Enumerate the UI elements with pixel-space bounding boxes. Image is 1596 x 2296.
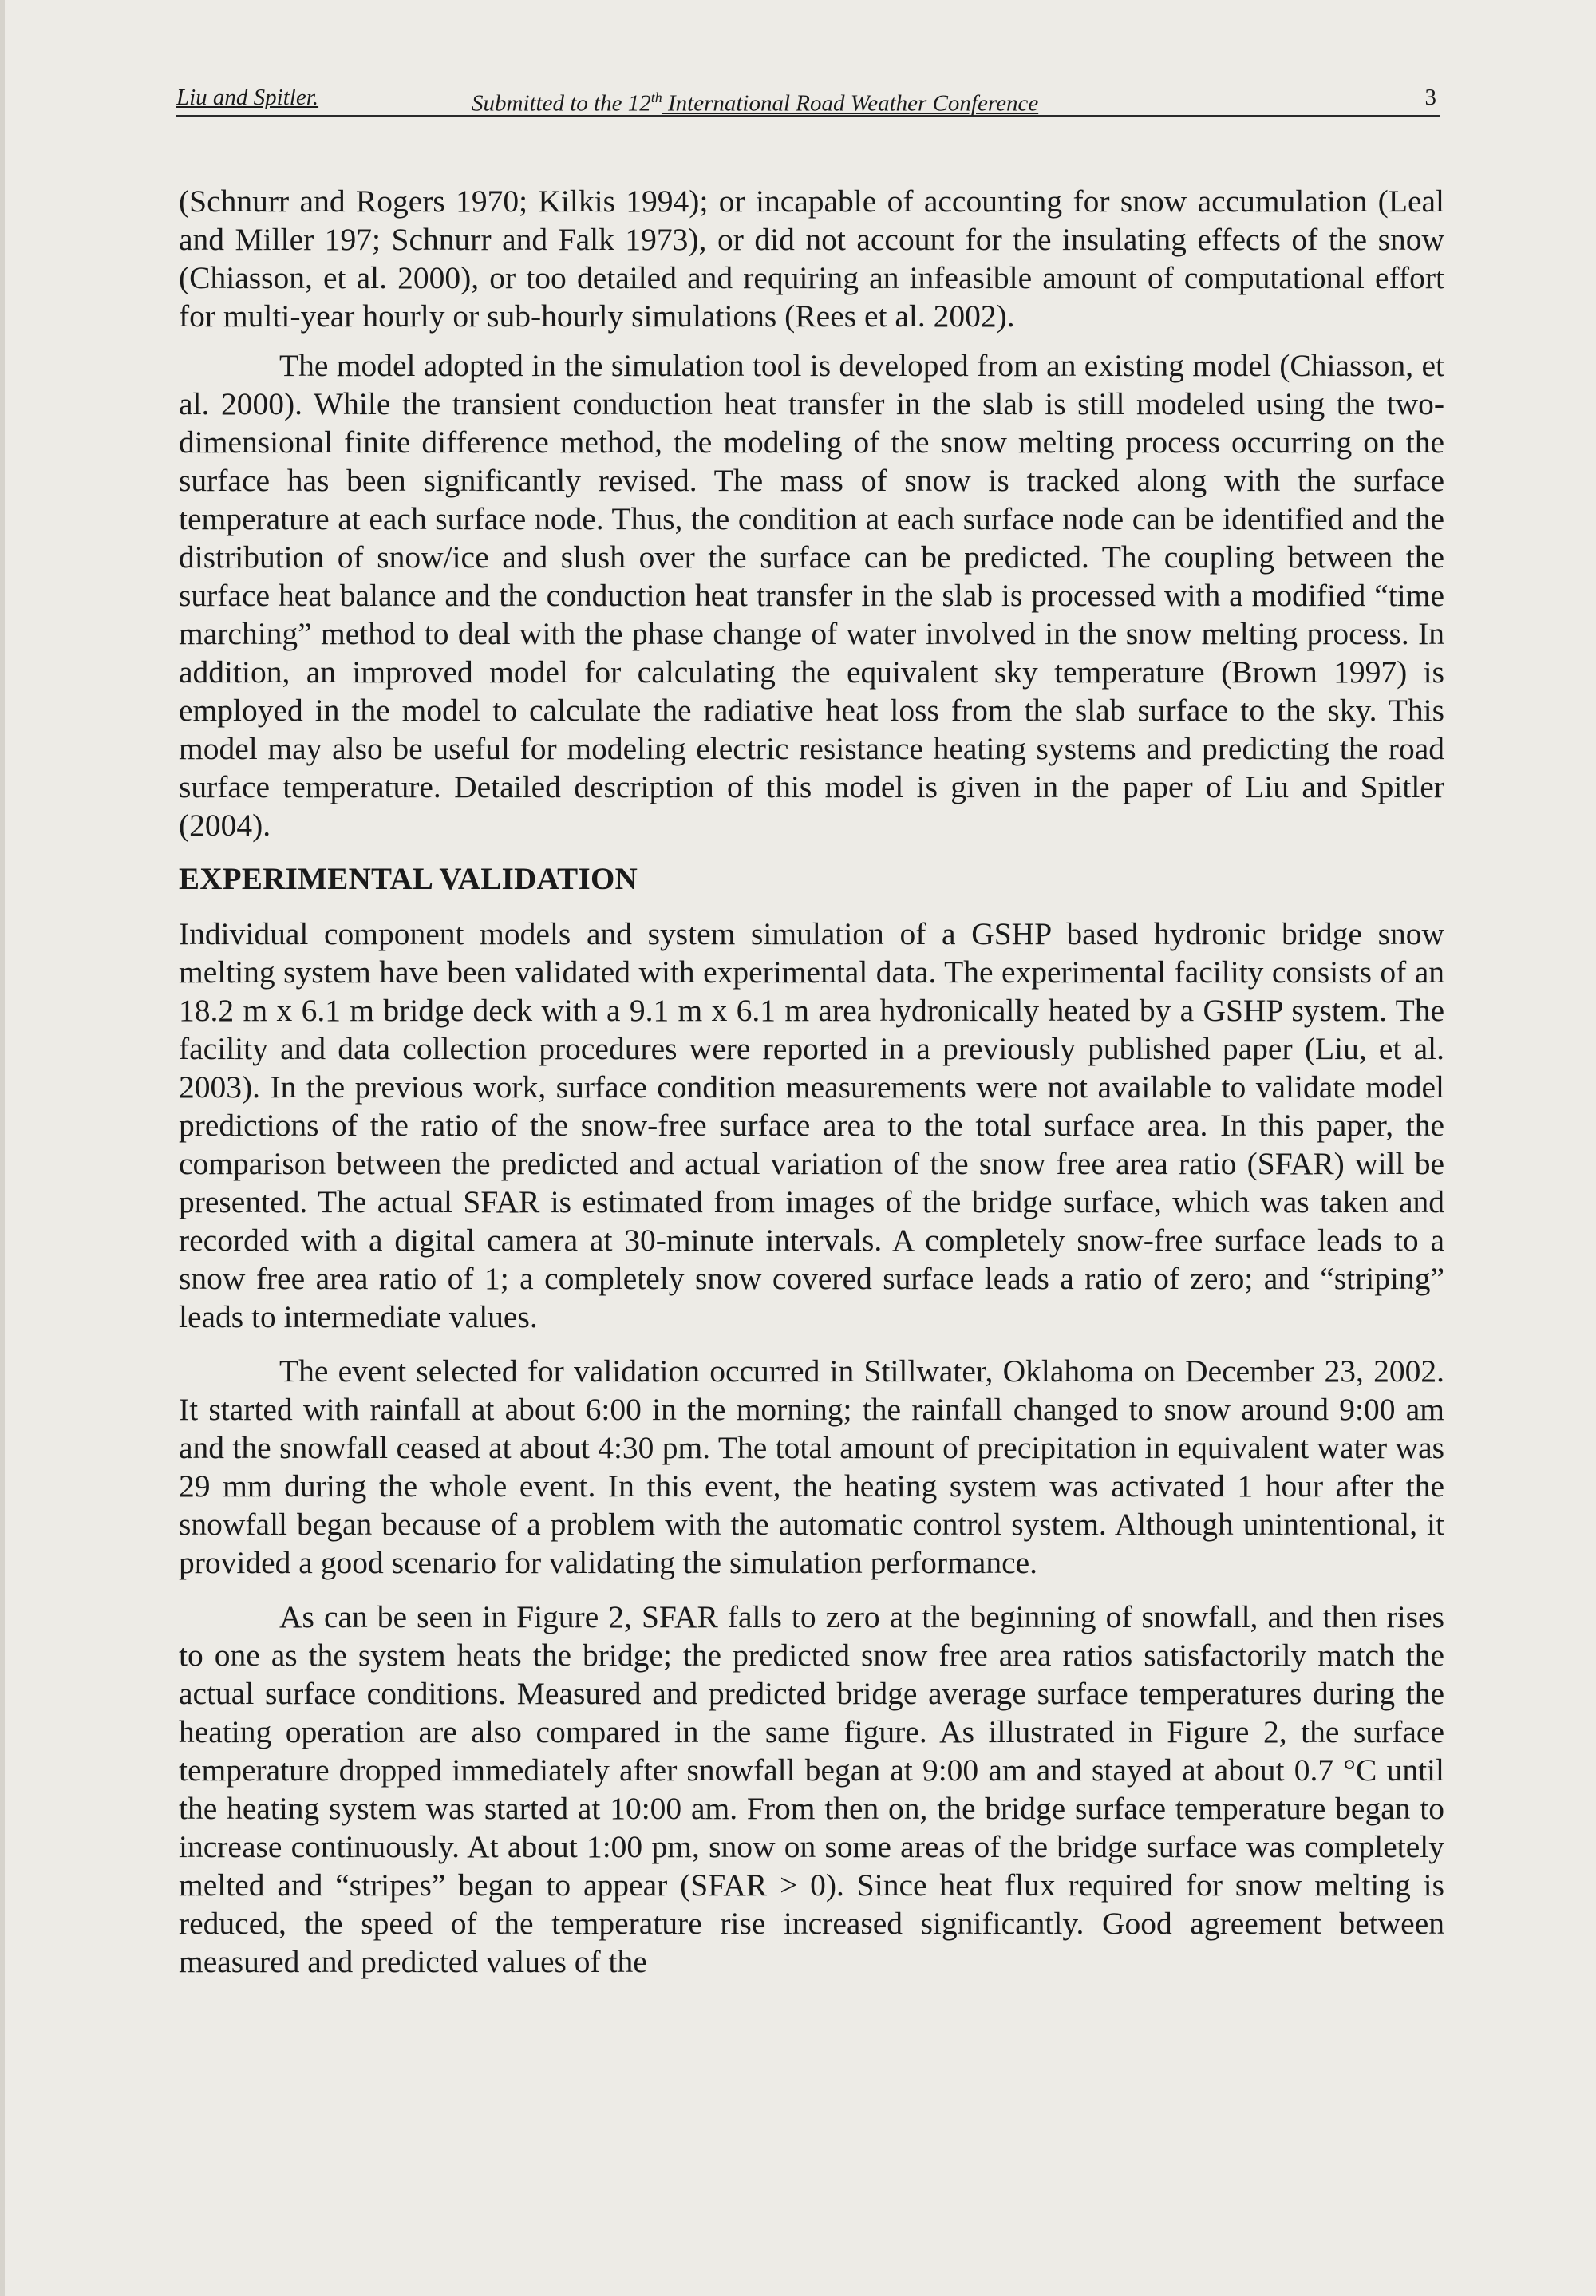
running-header <box>176 83 1440 117</box>
header-authors: Liu and Spitler. <box>176 85 319 110</box>
page-number: 3 <box>1424 85 1436 110</box>
paragraph-4: The event selected for validation occurred in Stillwater, Oklahoma on December 23, 2002. It started with rainfall at about 6:00 in the morning; the rainfall changed to snow around 9:00 am and the snowfall ceased at about 4:30 pm. The total amount of precipitation in equivalent water was 29 mm during the whole event. In this event, the heating system was activated 1 hour after the snowfall began because of a problem with the automatic control system. Although unintentional, it provided a good scenario for validating the simulation performance. <box>179 1353 1444 1580</box>
paragraph-2: The model adopted in the simulation tool is developed from an existing model (Chiasson, et al. 2000). While the transient conduction heat transfer in the slab is still modeled using the two-dimensional finite difference method, the modeling of the snow melting process occurring on the surface has been significantly revised. The mass of snow is tracked along with the surface temperature at each surface node. Thus, the condition at each surface node can be identified and the distribution of snow/ice and slush over the surface can be predicted. The coupling between the surface heat balance and the conduction heat transfer in the slab is processed with a modified “time marching” method to deal with the phase change of water involved in the snow melting process. In addition, an improved model for calculating the equivalent sky temperature (Brown 1997) is employed in the model to calculate the radiative heat loss from the slab surface to the sky. This model may also be useful for modeling electric resistance heating systems and predicting the road surface temperature. Detailed description of this model is given in the paper of Liu and Spitler (2004). <box>179 348 1444 843</box>
header-conference-suffix: International Road Weather Conference <box>662 90 1039 117</box>
paragraph-1: (Schnurr and Rogers 1970; Kilkis 1994); or incapable of accounting for snow accumulation (Leal and Miller 197; Schnurr and Falk 1973), or did not account for the insulating effects of the snow (Chiasson, et al. 2000), or too detailed and requiring an infeasible amount of computational effort for multi-year hourly or sub-hourly simulations (Rees et al. 2002). <box>179 184 1444 334</box>
header-conference-sup: th <box>650 89 662 105</box>
section-heading: EXPERIMENTAL VALIDATION <box>179 862 638 896</box>
paragraph-3: Individual component models and system simulation of a GSHP based hydronic bridge snow melting system have been validated with experimental data. The experimental facility consists of an 18.2 m x 6.1 m bridge deck with a 9.1 m x 6.1 m area hydronically heated by a GSHP system. The facility and data collection procedures were reported in a previously published paper (Liu, et al. 2003). In the previous work, surface condition measurements were not available to validate model predictions of the ratio of the snow-free surface area to the total surface area. In this paper, the comparison between the predicted and actual variation of the snow free area ratio (SFAR) will be presented. The actual SFAR is estimated from images of the bridge surface, which was taken and recorded with a digital camera at 30-minute intervals. A completely snow-free surface leads to a snow free area ratio of 1; a completely snow covered surface leads a ratio of zero; and “striping” leads to intermediate values. <box>179 916 1444 1334</box>
page-edge <box>0 0 5 2296</box>
header-conference <box>472 83 1038 118</box>
paragraph-5: As can be seen in Figure 2, SFAR falls to zero at the beginning of snowfall, and then rises to one as the system heats the bridge; the predicted snow free area ratios satisfactorily match the actual surface conditions. Measured and predicted bridge average surface temperatures during the heating operation are also compared in the same figure. As illustrated in Figure 2, the surface temperature dropped immediately after snowfall began at 9:00 am and stayed at about 0.7 °C until the heating system was started at 10:00 am. From then on, the bridge surface temperature began to increase continuously. At about 1:00 pm, snow on some areas of the bridge surface was completely melted and “stripes” began to appear (SFAR > 0). Since heat flux required for snow melting is reduced, the speed of the temperature rise increased significantly. Good agreement between measured and predicted values of the <box>179 1599 1444 1979</box>
body-text <box>179 182 1444 1981</box>
header-conference-prefix: Submitted to the 12 <box>472 90 651 117</box>
